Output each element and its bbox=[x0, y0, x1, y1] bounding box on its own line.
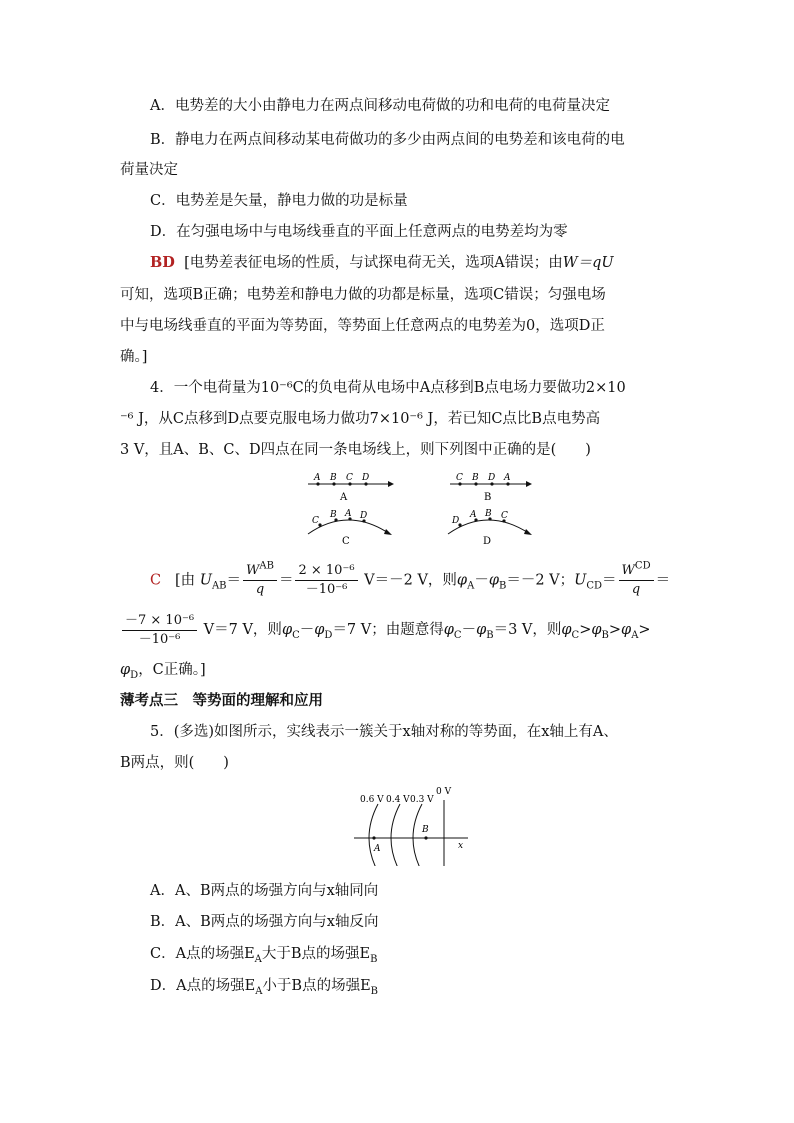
q5-option-b: B．A、B两点的场强方向与x轴反向 bbox=[150, 914, 379, 930]
q5-stem-line2: B两点，则( ) bbox=[120, 755, 229, 771]
q4-fig-d-p1: D bbox=[452, 516, 460, 526]
q4-fig-a bbox=[308, 473, 394, 503]
q4-eq1: ＝ bbox=[226, 572, 242, 589]
q4-phi-a: φ bbox=[456, 572, 468, 589]
section-title: 薄考点三 等势面的理解和应用 bbox=[120, 692, 323, 709]
q4-ucd-sub: CD bbox=[586, 580, 603, 592]
q5-option-c bbox=[150, 944, 680, 964]
q4-fig-a-p1: A bbox=[314, 473, 321, 483]
q3-option-d: D．在匀强电场中与电场线垂直的平面上任意两点的电势差均为零 bbox=[150, 224, 568, 240]
q4-frac-wab bbox=[243, 562, 277, 599]
q5-axis-label: x bbox=[458, 841, 464, 851]
q4-fig-c-p3: A bbox=[345, 509, 352, 519]
q4-num1: 2 × 10⁻⁶ bbox=[295, 562, 357, 581]
q5-option-a: A．A、B两点的场强方向与x轴同向 bbox=[150, 883, 379, 899]
q4-fig-d bbox=[448, 509, 532, 547]
q4-fig-c-p2: B bbox=[330, 510, 337, 520]
q3-exp-text1: [电势差表征电场的性质，与试探电荷无关，选项A错误；由 bbox=[184, 255, 563, 271]
q3-option-c: C．电势差是矢量，静电力做的功是标量 bbox=[150, 193, 408, 209]
q3-option-a: A．电势差的大小由静电力在两点间移动电荷做的功和电荷的电荷量决定 bbox=[150, 98, 610, 114]
q5-option-d bbox=[150, 976, 680, 996]
q5-point-a: A bbox=[374, 844, 381, 854]
q5-option-c-sub-b: B bbox=[370, 953, 378, 965]
q5-option-c-text1: C．A点的场强E bbox=[150, 946, 255, 962]
q4-res1: ＝－2 V； bbox=[506, 572, 575, 589]
q4-res2: ＝7 V；由题意得 bbox=[332, 622, 444, 638]
q3-option-b-line2: 荷量决定 bbox=[120, 162, 178, 178]
q4-fig-a-p4: D bbox=[362, 473, 370, 483]
q3-explanation-line4: 确。] bbox=[120, 349, 148, 365]
q5-label-04: 0.4 V bbox=[386, 795, 410, 805]
q4-frac1 bbox=[295, 562, 357, 599]
q4-fig-d-p3: B bbox=[485, 509, 492, 519]
q4-fig-b-label: B bbox=[484, 492, 492, 503]
q5-option-c-sub-a: A bbox=[254, 953, 262, 965]
q4-solution-line1: C [由 $U_{AB}=$ $\frac{W^{AB}}{q}$ ＝ $\frac{\text{2 × 10⁻⁶}}{\text{－10⁻⁶}}$ V＝－2 V，则$\varphi_A-\varphi_B=-2$ V；$U_{CD}=$ $\frac{W^{CD}}{q}$ ＝ bbox=[150, 560, 671, 597]
q4-end: ，C正确。] bbox=[138, 662, 206, 678]
q5-label-0: 0 V bbox=[436, 787, 452, 797]
q4-fig-b-p2: B bbox=[472, 473, 479, 483]
q4-fig-d-p2: A bbox=[470, 510, 477, 520]
q4-fig-d-p4: C bbox=[501, 511, 508, 521]
q4-fig-c-p4: D bbox=[360, 511, 368, 521]
q4-eq2: ＝ bbox=[278, 572, 294, 589]
q5-option-d-sub-a: A bbox=[255, 985, 263, 997]
q3-explanation-line3: 中与电场线垂直的平面为等势面，等势面上任意两点的电势差为0，选项D正 bbox=[120, 318, 605, 334]
q4-fig-a-p2: B bbox=[330, 473, 337, 483]
q3-explanation-line2: 可知，选项B正确；电势差和静电力做的功都是标量，选项C错误；匀强电场 bbox=[120, 287, 606, 303]
q5-point-b: B bbox=[422, 825, 429, 835]
q3-option-b-line1: B．静电力在两点间移动某电荷做功的多少由两点间的电势差和该电荷的电 bbox=[150, 132, 625, 148]
q4-wcd-sup: CD bbox=[634, 560, 651, 572]
q4-q2: q bbox=[631, 582, 641, 597]
q5-label-06: 0.6 V bbox=[360, 795, 384, 805]
q4-sol-open: [由 bbox=[174, 572, 196, 589]
q4-v1: V＝－2 V，则 bbox=[364, 572, 457, 589]
q3-exp-formula: W＝qU bbox=[562, 255, 614, 271]
q4-fig-c-label: C bbox=[342, 536, 350, 547]
q3-explanation-line1 bbox=[150, 253, 680, 273]
q4-stem-line3: 3 V，且A、B、C、D四点在同一条电场线上，则下列图中正确的是( ) bbox=[120, 442, 591, 458]
q4-wab: W bbox=[246, 563, 260, 578]
q4-uab-sub: AB bbox=[211, 580, 227, 592]
q4-ucd: U bbox=[574, 572, 587, 589]
q4-fig-d-label: D bbox=[483, 536, 492, 547]
q4-num2: －7 × 10⁻⁶ bbox=[122, 612, 197, 631]
q4-solution-line3: $\varphi_D$，C正确。] bbox=[120, 662, 206, 681]
q4-fig-b bbox=[450, 473, 532, 503]
q4-stem-line1: 4．一个电荷量为10⁻⁶C的负电荷从电场中A点移到B点电场力要做功2×10 bbox=[150, 380, 626, 396]
q4-fig-a-label: A bbox=[340, 492, 348, 503]
q4-fig-b-p1: C bbox=[456, 473, 463, 483]
q4-uab: U bbox=[199, 572, 212, 589]
q4-v2: V＝7 V，则 bbox=[203, 622, 282, 638]
q5-label-03: 0.3 V bbox=[410, 795, 434, 805]
q5-option-d-text1: D．A点的场强E bbox=[150, 978, 256, 994]
q4-figure bbox=[290, 466, 550, 554]
q4-den2: －10⁻⁶ bbox=[138, 631, 181, 647]
q4-wcd: W bbox=[621, 563, 635, 578]
q5-option-c-text2: 大于B点的场强E bbox=[261, 946, 371, 962]
q4-fig-b-p4: A bbox=[504, 473, 511, 483]
q4-answer: C bbox=[150, 572, 162, 589]
q4-fig-c bbox=[308, 509, 392, 547]
q4-fig-c-p1: C bbox=[312, 516, 319, 526]
q4-frac-wcd bbox=[619, 562, 654, 599]
q4-frac2 bbox=[122, 612, 197, 649]
q4-q1: q bbox=[255, 582, 265, 597]
q4-den1: －10⁻⁶ bbox=[305, 582, 348, 597]
q5-figure bbox=[350, 786, 480, 866]
q4-solution-line2: $\frac{\text{－7 × 10⁻⁶}}{\text{－10⁻⁶}}$ V＝7 V，则$\varphi_C-\varphi_D=7$ V；由题意得$\varphi_C-\varphi_B=3$ V，则$\varphi_C>\varphi_B>\varphi_A>$ bbox=[120, 610, 680, 650]
q4-fig-a-p3: C bbox=[346, 473, 353, 483]
q4-fig-b-p3: D bbox=[488, 473, 496, 483]
q4-wab-sup: AB bbox=[259, 560, 274, 572]
q5-option-d-text2: 小于B点的场强E bbox=[262, 978, 371, 994]
q4-stem-line2: ⁻⁶ J，从C点移到D点要克服电场力做功7×10⁻⁶ J，若已知C点比B点电势高 bbox=[120, 411, 601, 427]
q3-answer: BD bbox=[150, 254, 175, 271]
q5-option-d-sub-b: B bbox=[370, 985, 379, 997]
q5-stem-line1: 5．(多选)如图所示，实线表示一簇关于x轴对称的等势面，在x轴上有A、 bbox=[150, 724, 618, 740]
q4-res3: ＝3 V，则 bbox=[493, 622, 562, 638]
